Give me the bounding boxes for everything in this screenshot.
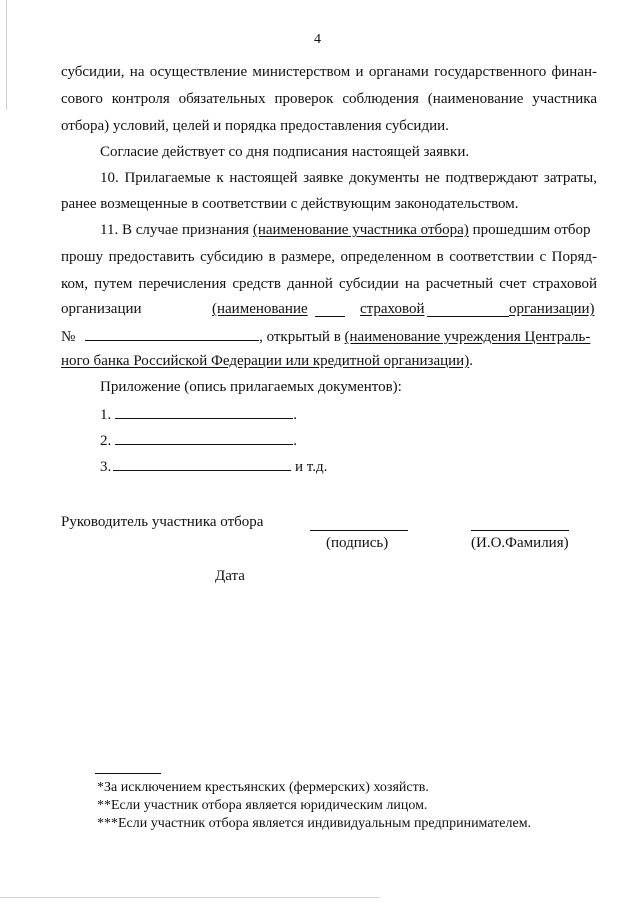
attachment-blank [113, 456, 291, 471]
item-number: 1. [100, 407, 112, 423]
attachments-title: Приложение (опись прилагаемых документов): [100, 379, 402, 395]
item-number: 2. [100, 433, 112, 449]
org-placeholder-part: (наименование [212, 301, 308, 317]
footnote: **Если участник отбора является юридическим лицом. [97, 798, 428, 813]
text-line: субсидии, на осуществление министерством и органами государственного финан- [61, 64, 597, 80]
org-placeholder-part: страховой [360, 301, 425, 317]
text-line: сового контроля обязательных проверок соблюдения (наименование участника [61, 91, 597, 107]
name-caption: (И.О.Фамилия) [471, 535, 569, 551]
scan-edge [6, 0, 7, 110]
attachment-item [100, 456, 597, 474]
item-end: . [293, 407, 297, 423]
footnote-rule [95, 773, 161, 774]
org-word: организации [61, 301, 142, 317]
attachment-item [100, 430, 597, 448]
signature-caption: (подпись) [326, 535, 389, 551]
underline-gap [427, 316, 509, 317]
item-number: 3. [100, 459, 112, 475]
bank-placeholder: (наименование учреждения Централь- [344, 329, 591, 345]
org-placeholder-part: организации) [509, 301, 595, 317]
attachment-item [100, 404, 597, 422]
date-label: Дата [215, 568, 245, 584]
text-line: отбора) условий, целей и порядка предоставления субсидии. [61, 118, 449, 134]
item-end: и т.д. [291, 459, 328, 475]
consent-paragraph: Согласие действует со дня подписания настоящей заявки. [100, 144, 470, 160]
footnote: *За исключением крестьянских (фермерских) хозяйств. [97, 780, 429, 795]
name-line [471, 530, 569, 531]
attachment-blank [115, 404, 293, 419]
bank-line [61, 352, 597, 370]
org-line [61, 300, 597, 318]
paragraph-11 [100, 221, 597, 239]
text-line: ком, путем перечисления средств данной субсидии на расчетный счет страховой [61, 276, 597, 292]
scan-edge [0, 897, 380, 898]
page-number: 4 [314, 32, 321, 47]
item-end: . [293, 433, 297, 449]
text-line: прошу предоставить субсидию в размере, определенном в соответствии с Поряд- [61, 249, 597, 265]
participant-name-placeholder: (наименование участника отбора) [252, 222, 469, 238]
p11-prefix: 11. В случае признания [100, 222, 253, 238]
account-number-blank [85, 326, 259, 341]
footnote: ***Если участник отбора является индивидуальным предпринимателем. [97, 816, 532, 831]
attachment-blank [115, 430, 293, 445]
p11-suffix: прошедшим отбор [468, 222, 591, 238]
paragraph-10: 10. Прилагаемые к настоящей заявке документы не подтверждают затраты, [100, 170, 597, 186]
account-middle: , открытый в [259, 329, 345, 345]
period: . [469, 353, 473, 369]
account-line [61, 326, 597, 344]
signature-line [310, 530, 408, 531]
head-label: Руководитель участника отбора [61, 514, 264, 530]
underline-gap [315, 316, 345, 317]
number-sign: № [61, 329, 76, 345]
bank-placeholder-cont: ного банка Российской Федерации или кредитной организации) [61, 353, 470, 369]
text-line: ранее возмещенные в соответствии с действующим законодательством. [61, 196, 519, 212]
